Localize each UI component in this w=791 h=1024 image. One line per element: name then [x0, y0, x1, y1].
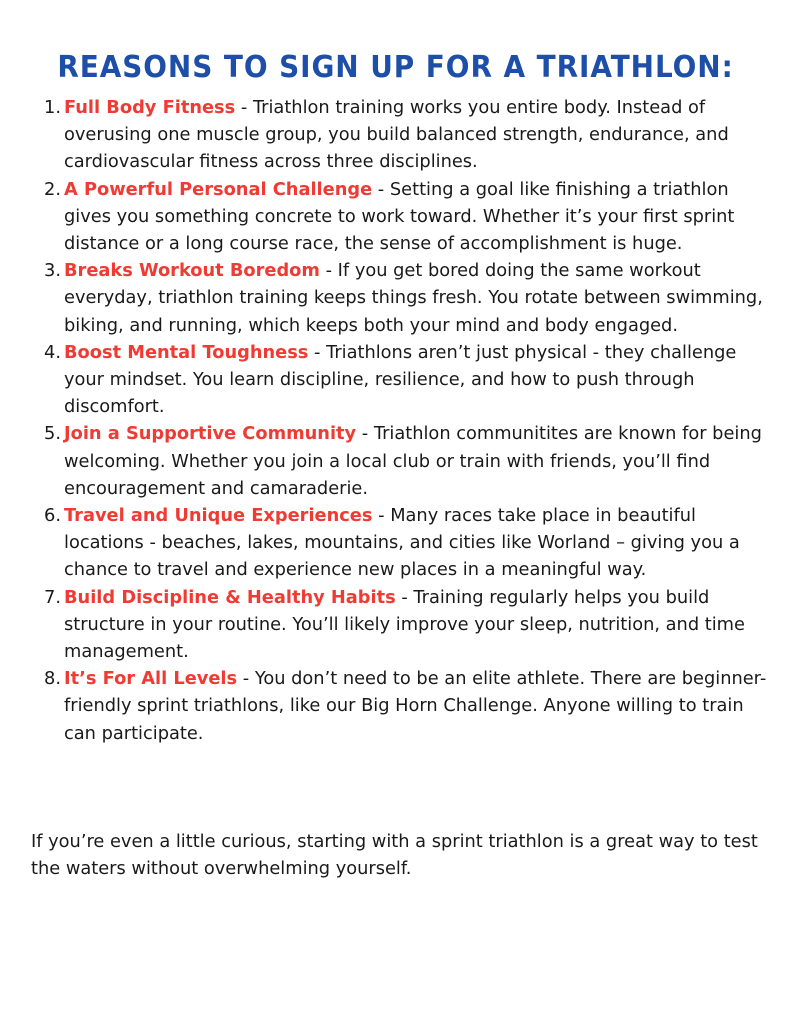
reason-heading: It’s For All Levels	[64, 668, 238, 690]
reason-body: - If you get bored doing the same workout everyday, triathlon training keeps things fresh. You rotate between swimming, biking, and running, which keeps both your mind and body engaged.	[64, 260, 763, 336]
reasons-list	[0, 94, 791, 747]
reason-body: - Training regularly helps you build structure in your routine. You’ll likely improve your sleep, nutrition, and time management.	[64, 586, 745, 663]
reason-heading: Boost Mental Toughness	[64, 341, 309, 363]
reason-number: 5.	[44, 423, 61, 445]
reason-heading: Full Body Fitness	[64, 97, 236, 118]
reason-body: - Triathlons aren’t just physical - they challenge your mindset. You learn discipline, resilience, and how to push through discomfort.	[64, 341, 737, 418]
reason-heading: Build Discipline & Healthy Habits	[64, 586, 396, 608]
reason-number: 8.	[44, 668, 61, 690]
reason-heading: A Powerful Personal Challenge	[64, 178, 373, 200]
reason-number: 3.	[44, 260, 61, 282]
reason-item-4	[0, 339, 791, 421]
reason-item-1	[0, 94, 791, 176]
closing-paragraph: If you’re even a little curious, starting with a sprint triathlon is a great way to test the waters without overwhelming yourself.	[31, 831, 758, 880]
reason-item-6	[0, 502, 791, 584]
page-title: REASONS TO SIGN UP FOR A TRIATHLON:	[57, 50, 734, 85]
reason-number: 4.	[44, 341, 61, 363]
reason-item-5	[0, 420, 791, 502]
reason-item-2	[0, 176, 791, 258]
reason-number: 1.	[44, 97, 61, 118]
reason-body: - You don’t need to be an elite athlete. There are beginner-friendly sprint triathlons, like our Big Horn Challenge. Anyone willing to train can participate.	[64, 668, 767, 744]
reason-body: - Triathlon communitites are known for being welcoming. Whether you join a local club or train with friends, you’ll find encouragement and camaraderie.	[64, 423, 762, 499]
reason-heading: Join a Supportive Community	[64, 423, 357, 445]
reason-item-3	[0, 257, 791, 339]
reason-number: 7.	[44, 586, 61, 608]
reason-body: - Setting a goal like finishing a triathlon gives you something concrete to work toward. Whether it’s your first sprint distance or a long course race, the sense of accomplishment is huge.	[64, 178, 735, 255]
reason-heading: Travel and Unique Experiences	[64, 505, 373, 527]
reason-number: 6.	[44, 505, 61, 527]
reason-heading: Breaks Workout Boredom	[64, 260, 320, 282]
reason-body: - Triathlon training works you entire body. Instead of overusing one muscle group, you build balanced strength, endurance, and cardiovascular fitness across three disciplines.	[64, 97, 729, 173]
reason-number: 2.	[44, 178, 61, 200]
reason-item-7	[0, 584, 791, 666]
reason-body: - Many races take place in beautiful locations - beaches, lakes, mountains, and cities like Worland – giving you a chance to travel and experience new places in a meaningful way.	[64, 505, 740, 581]
reason-item-8	[0, 665, 791, 747]
